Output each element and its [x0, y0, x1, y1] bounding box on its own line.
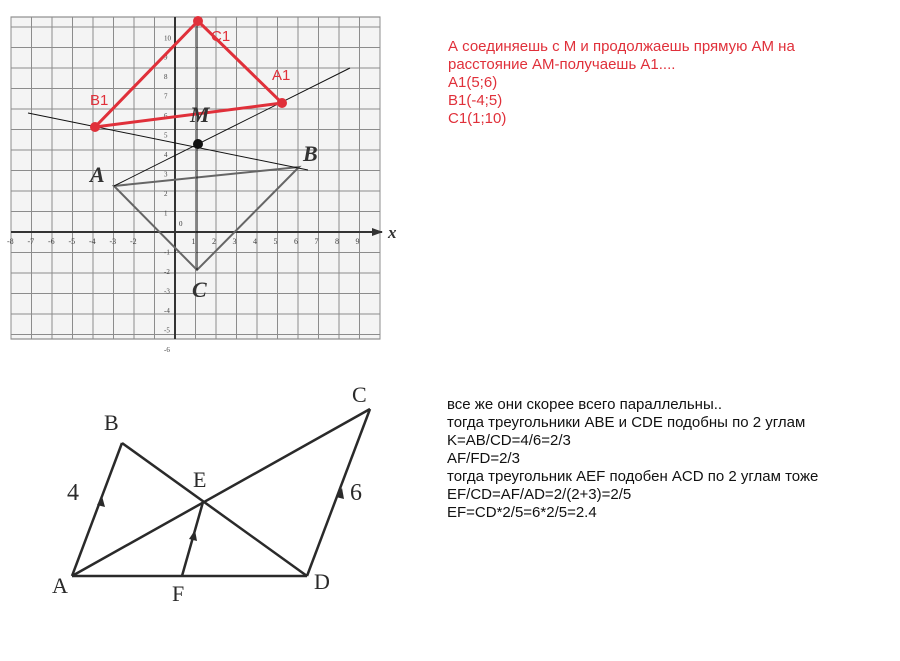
y-tick-label: -1 [164, 248, 170, 257]
x-tick-label: -3 [109, 237, 117, 246]
coordinate-figure [7, 16, 397, 354]
x-tick-label: 7 [314, 237, 319, 246]
label-b: B [303, 141, 318, 166]
solution-line: тогда треугольник AEF подобен ACD по 2 углам тоже [447, 468, 819, 485]
label-c1: C1 [211, 28, 231, 45]
label-a: A [90, 162, 105, 187]
solution-line: EF/CD=AF/AD=2/(2+3)=2/5 [447, 486, 632, 503]
y-tick-label: -4 [164, 306, 170, 315]
note-line: расстояние АМ-получаешь А1.... [448, 56, 676, 73]
label-vertex-e: E [193, 467, 207, 492]
solution-line: все же они скорее всего параллельны.. [447, 396, 723, 413]
x-tick-label: 5 [273, 237, 278, 246]
note-line: B1(-4;5) [448, 92, 503, 109]
label-c: C [192, 277, 207, 302]
x-tick-label: 4 [253, 237, 257, 246]
note-line: C1(1;10) [448, 110, 507, 127]
x-tick-label: 3 [232, 237, 237, 246]
x-tick-label: 6 [294, 237, 298, 246]
solution-line: тогда треугольники ABE и CDE подобны по 2 углам [447, 414, 806, 431]
label-b1: B1 [90, 92, 109, 109]
label-vertex-a: A [52, 573, 68, 598]
y-tick-label: 5 [164, 131, 168, 140]
y-tick-label: -6 [164, 345, 170, 354]
label-a1: A1 [272, 67, 291, 84]
solution-line: EF=CD*2/5=6*2/5=2.4 [447, 504, 597, 521]
x-tick-label: -4 [89, 237, 96, 246]
x-axis-label: x [388, 223, 397, 242]
x-tick-label: -6 [48, 237, 55, 246]
y-tick-label: 6 [164, 112, 168, 121]
label-vertex-b: B [104, 410, 119, 435]
label-vertex-c: C [352, 382, 367, 407]
y-tick-label: 9 [164, 53, 168, 62]
y-tick-label: 7 [164, 92, 168, 101]
point-c1-dot [193, 16, 203, 26]
segment-ab [72, 443, 122, 576]
note-line: A1(5;6) [448, 74, 498, 91]
label-side-ab: 4 [67, 480, 79, 506]
y-tick-label: 4 [164, 151, 168, 160]
x-tick-label: 8 [335, 237, 339, 246]
label-vertex-d: D [314, 569, 330, 594]
y-tick-label: -3 [164, 287, 170, 296]
y-tick-label: 1 [164, 209, 168, 218]
construction-note [448, 38, 795, 128]
note-line: А соединяешь с М и продолжаешь прямую АМ на [448, 38, 795, 55]
x-tick-label: 1 [191, 237, 196, 246]
point-b1-dot [90, 122, 100, 132]
y-tick-label: 2 [164, 190, 168, 199]
label-m: M [190, 102, 210, 127]
label-vertex-f: F [172, 581, 185, 606]
x-tick-label: -2 [130, 237, 137, 246]
solution-note [447, 396, 818, 522]
label-side-cd: 6 [350, 480, 362, 506]
point-a1-dot [277, 98, 287, 108]
y-tick-label: 8 [164, 73, 168, 82]
x-tick-label: -8 [7, 237, 14, 246]
x-tick-label: -5 [68, 237, 76, 246]
y-tick-label: -2 [164, 267, 170, 276]
x-tick-label: 2 [212, 237, 216, 246]
x-tick-label: -7 [27, 237, 35, 246]
y-tick-label: 10 [164, 34, 171, 43]
solution-line: AF/FD=2/3 [447, 450, 520, 467]
triangle-figure [52, 382, 370, 606]
point-m-dot [193, 139, 203, 149]
x-tick-label: 9 [355, 237, 360, 246]
segment-bd [122, 443, 307, 576]
origin-label: 0 [179, 220, 183, 228]
solution-line: K=AB/CD=4/6=2/3 [447, 432, 571, 449]
y-tick-label: 3 [164, 170, 168, 179]
y-tick-label: -5 [164, 326, 170, 335]
